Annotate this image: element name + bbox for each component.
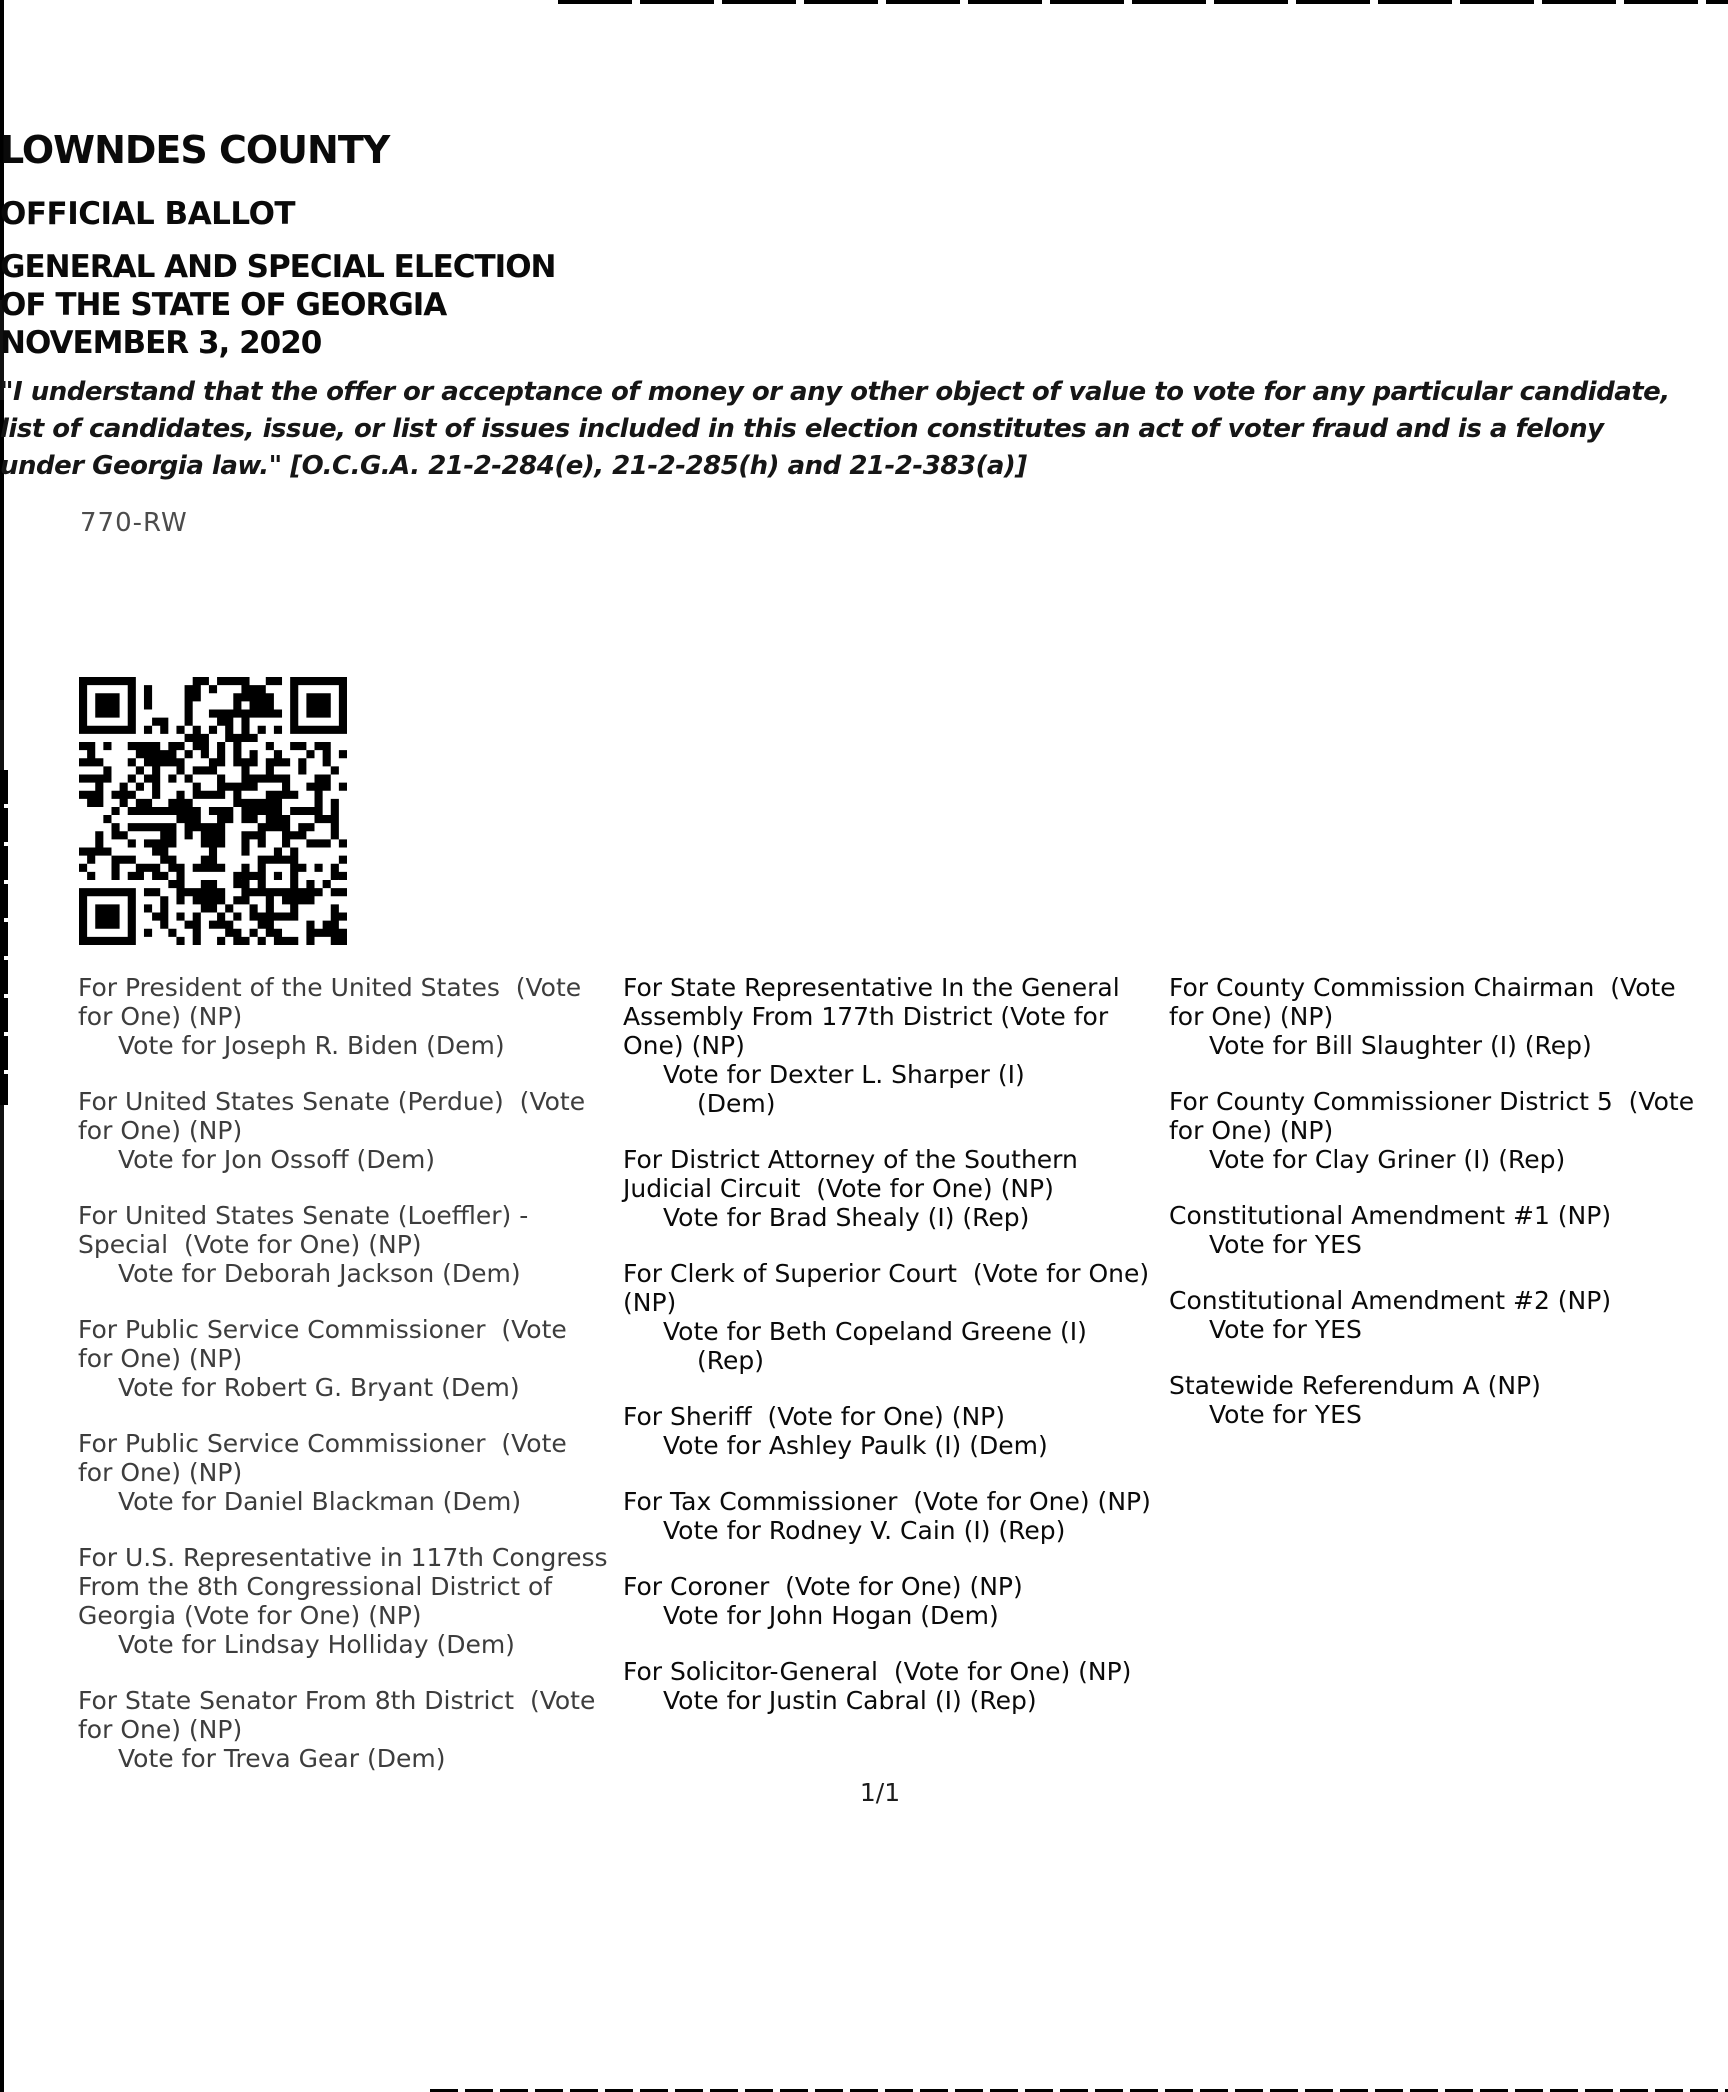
contest-title-line: For Solicitor-General (Vote for One) (NP) <box>623 1657 1132 1686</box>
contest-title-line: for One) (NP) <box>78 1116 243 1145</box>
contest-title-line: Constitutional Amendment #1 (NP) <box>1169 1201 1612 1230</box>
election-title <box>0 248 1728 362</box>
contest-title-line: Assembly From 177th District (Vote for <box>623 1002 1109 1031</box>
qr-code-image <box>79 677 347 945</box>
qr-code <box>79 677 347 945</box>
contest-title-line: One) (NP) <box>623 1031 745 1060</box>
contest-vote-line: Vote for Robert G. Bryant (Dem) <box>118 1373 520 1402</box>
disclaimer-line: under Georgia law." [O.C.G.A. 21-2-284(e), 21-2-285(h) and 21-2-383(a)] <box>0 451 1027 481</box>
contest-vote-line: Vote for Treva Gear (Dem) <box>118 1744 446 1773</box>
contest <box>623 1402 1168 1460</box>
contest-title-line: Constitutional Amendment #2 (NP) <box>1169 1286 1612 1315</box>
ballot-column <box>78 973 638 1800</box>
contest-vote-line: Vote for Ashley Paulk (I) (Dem) <box>663 1431 1048 1460</box>
contest-vote-line: Vote for Brad Shealy (I) (Rep) <box>663 1203 1030 1232</box>
contest-title-line: Judicial Circuit (Vote for One) (NP) <box>623 1174 1054 1203</box>
ballot-column <box>1169 973 1728 1456</box>
contest-vote-line: (Rep) <box>697 1346 765 1375</box>
contest-title-line: for One) (NP) <box>1169 1002 1334 1031</box>
contest-title-line: For Public Service Commissioner (Vote <box>78 1315 567 1344</box>
contest-vote-line: Vote for Bill Slaughter (I) (Rep) <box>1209 1031 1592 1060</box>
scan-edge-line-top <box>558 0 1728 4</box>
contest-title-line: Special (Vote for One) (NP) <box>78 1230 422 1259</box>
contest-vote-line: Vote for Dexter L. Sharper (I) <box>663 1060 1025 1089</box>
contest <box>78 973 638 1060</box>
county-title: LOWNDES COUNTY <box>0 128 390 172</box>
contest-vote-line: Vote for John Hogan (Dem) <box>663 1601 999 1630</box>
disclaimer-line: list of candidates, issue, or list of issues included in this election constitutes an act of voter fraud and is a felony <box>0 414 1604 444</box>
contest-title-line: for One) (NP) <box>1169 1116 1334 1145</box>
ballot-column <box>623 973 1168 1742</box>
contest-title-line: (NP) <box>623 1288 677 1317</box>
contest-title-line: For District Attorney of the Southern <box>623 1145 1078 1174</box>
contest-title-line: For U.S. Representative in 117th Congress <box>78 1543 608 1572</box>
contest <box>623 1259 1168 1375</box>
contest-title-line: Georgia (Vote for One) (NP) <box>78 1601 422 1630</box>
contest-title-line: For President of the United States (Vote <box>78 973 582 1002</box>
contest <box>623 1657 1168 1715</box>
contest-title-line: For Coroner (Vote for One) (NP) <box>623 1572 1023 1601</box>
contest <box>623 973 1168 1118</box>
contest-title-line: For United States Senate (Perdue) (Vote <box>78 1087 586 1116</box>
precinct-code: 770-RW <box>80 508 188 538</box>
contest <box>623 1487 1168 1545</box>
contest-title-line: For County Commissioner District 5 (Vote <box>1169 1087 1695 1116</box>
contest-vote-line: Vote for YES <box>1209 1315 1362 1344</box>
contest-title-line: For Clerk of Superior Court (Vote for One) <box>623 1259 1150 1288</box>
disclaimer-line: "I understand that the offer or acceptance of money or any other object of value to vote for any particular candidate, <box>0 377 1670 407</box>
contest <box>1169 1371 1728 1429</box>
contest-vote-line: Vote for Daniel Blackman (Dem) <box>118 1487 522 1516</box>
contest-title-line: From the 8th Congressional District of <box>78 1572 553 1601</box>
contest <box>78 1429 638 1516</box>
contest <box>78 1315 638 1402</box>
contest-title-line: for One) (NP) <box>78 1715 243 1744</box>
contest-title-line: For Public Service Commissioner (Vote <box>78 1429 567 1458</box>
contest-vote-line: Vote for Lindsay Holliday (Dem) <box>118 1630 515 1659</box>
contest-title-line: For United States Senate (Loeffler) - <box>78 1201 529 1230</box>
contest-title-line: For State Senator From 8th District (Vote <box>78 1686 596 1715</box>
contest-vote-line: Vote for Rodney V. Cain (I) (Rep) <box>663 1516 1066 1545</box>
contest-vote-line: Vote for Jon Ossoff (Dem) <box>118 1145 436 1174</box>
election-date: NOVEMBER 3, 2020 <box>0 325 322 361</box>
contest-vote-line: (Dem) <box>697 1089 776 1118</box>
contest-vote-line: Vote for Clay Griner (I) (Rep) <box>1209 1145 1566 1174</box>
contest-vote-line: Vote for Justin Cabral (I) (Rep) <box>663 1686 1037 1715</box>
election-title-line1: GENERAL AND SPECIAL ELECTION <box>0 249 556 285</box>
election-title-line2: OF THE STATE OF GEORGIA <box>0 287 447 323</box>
scan-edge-line-left-thick <box>0 770 8 1105</box>
contest <box>1169 1286 1728 1344</box>
page-number: 1/1 <box>859 1778 901 1807</box>
contest-title-line: For Tax Commissioner (Vote for One) (NP) <box>623 1487 1151 1516</box>
contest-title-line: For State Representative In the General <box>623 973 1120 1002</box>
contest-title-line: For County Commission Chairman (Vote <box>1169 973 1676 1002</box>
contest-title-line: Statewide Referendum A (NP) <box>1169 1371 1541 1400</box>
contest <box>78 1201 638 1288</box>
contest <box>78 1543 638 1659</box>
contest <box>1169 1201 1728 1259</box>
contest <box>1169 1087 1728 1174</box>
contest <box>623 1572 1168 1630</box>
contest-vote-line: Vote for YES <box>1209 1400 1362 1429</box>
contest-title-line: for One) (NP) <box>78 1344 243 1373</box>
contest-vote-line: Vote for Beth Copeland Greene (I) <box>663 1317 1087 1346</box>
contest-vote-line: Vote for Deborah Jackson (Dem) <box>118 1259 521 1288</box>
contest-vote-line: Vote for YES <box>1209 1230 1362 1259</box>
contest <box>623 1145 1168 1232</box>
contest <box>78 1087 638 1174</box>
contest-title-line: for One) (NP) <box>78 1458 243 1487</box>
contest-title-line: for One) (NP) <box>78 1002 243 1031</box>
contest-title-line: For Sheriff (Vote for One) (NP) <box>623 1402 1005 1431</box>
contest <box>78 1686 638 1773</box>
contest-vote-line: Vote for Joseph R. Biden (Dem) <box>118 1031 505 1060</box>
contest <box>1169 973 1728 1060</box>
voter-fraud-disclaimer <box>0 374 1728 485</box>
ballot-type-title: OFFICIAL BALLOT <box>0 196 296 232</box>
